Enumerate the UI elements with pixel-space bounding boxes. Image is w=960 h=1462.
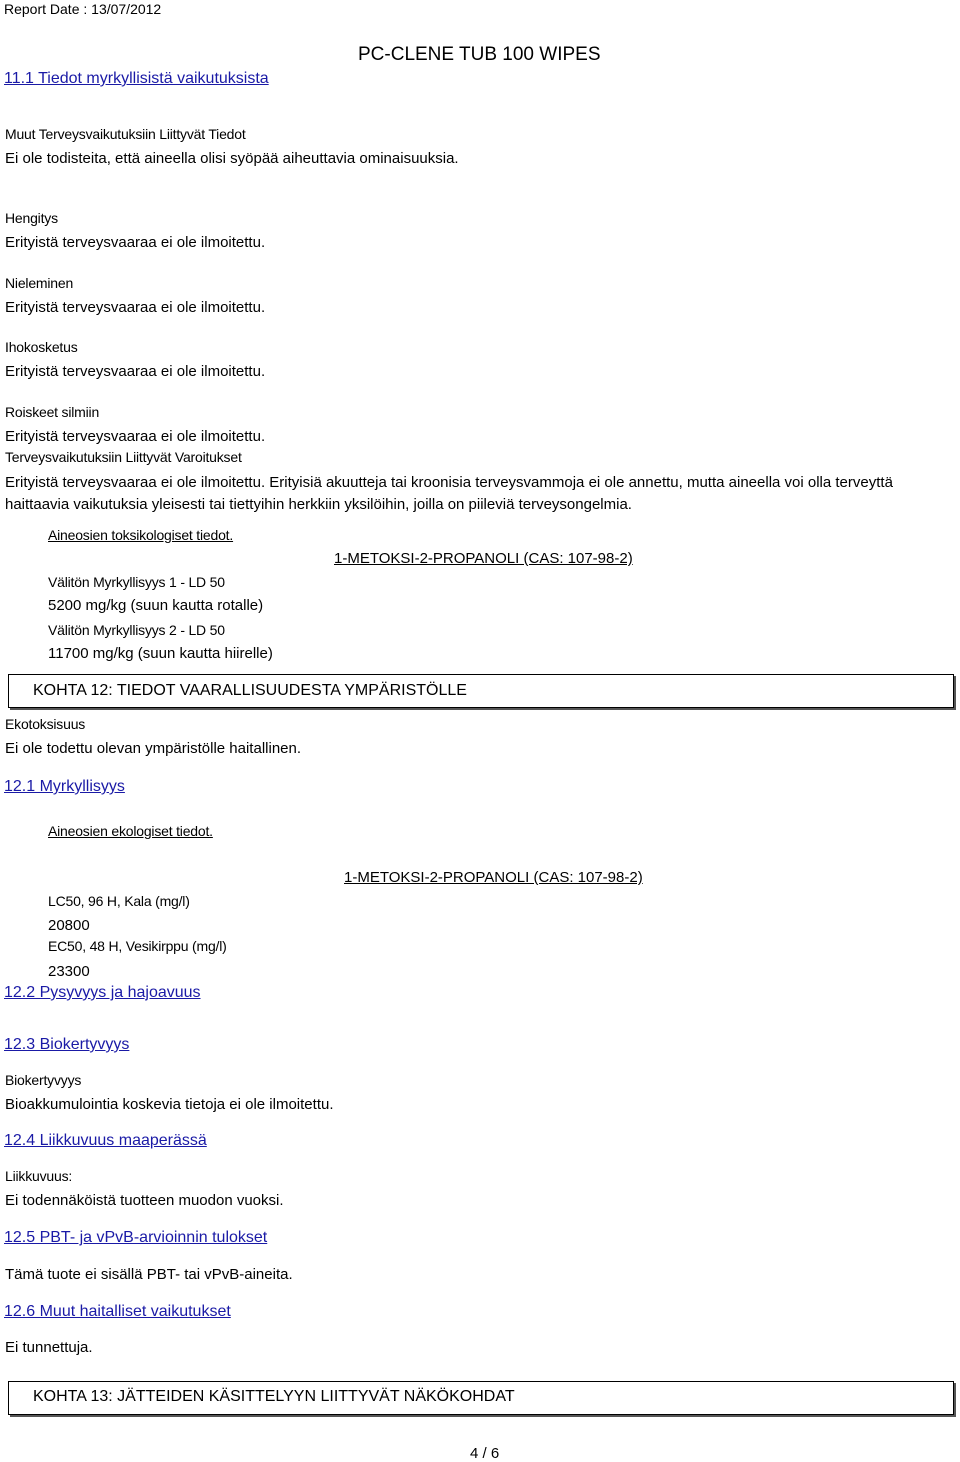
section-12-2-link[interactable]: 12.2 Pysyvyys ja hajoavuus bbox=[4, 984, 201, 1001]
other-health-heading: Muut Terveysvaikutuksiin Liittyvät Tiedot bbox=[5, 126, 246, 142]
eye-contact-heading: Roiskeet silmiin bbox=[5, 404, 100, 420]
bioaccumulation-text: Bioakkumulointia koskevia tietoja ei ole ilmoitettu. bbox=[5, 1096, 334, 1113]
section-13-banner bbox=[8, 1381, 954, 1415]
section-12-4-link[interactable]: 12.4 Liikkuvuus maaperässä bbox=[4, 1132, 207, 1149]
health-warnings-text: Erityistä terveysvaaraa ei ole ilmoitettu. Erityisiä akuutteja tai kroonisia terveysvammoja ei ole annettu, mutta aineella voi olla terveyttä haittaavia vaikutuksia yleisesti tai tiettyihin herkkiin yksilöihin, joilla on piileviä terveysongelmia. bbox=[5, 474, 893, 513]
ecotoxicity-text: Ei ole todettu olevan ympäristölle haitallinen. bbox=[5, 740, 302, 757]
ec50-value: 23300 bbox=[48, 963, 90, 980]
report-date: Report Date : 13/07/2012 bbox=[4, 1, 162, 17]
skin-contact-text: Erityistä terveysvaaraa ei ole ilmoitettu. bbox=[5, 363, 266, 380]
ingestion-heading: Nieleminen bbox=[5, 275, 74, 291]
eye-contact-text: Erityistä terveysvaaraa ei ole ilmoitettu. bbox=[5, 428, 266, 445]
skin-contact-heading: Ihokosketus bbox=[5, 339, 78, 355]
section-11-1-link[interactable]: 11.1 Tiedot myrkyllisistä vaikutuksista bbox=[4, 70, 269, 87]
section-13-title: KOHTA 13: JÄTTEIDEN KÄSITTELYYN LIITTYVÄT NÄKÖKOHDAT bbox=[33, 1388, 515, 1405]
product-title: PC-CLENE TUB 100 WIPES bbox=[358, 44, 601, 65]
lc50-value: 20800 bbox=[48, 917, 90, 934]
section-12-3-link[interactable]: 12.3 Biokertyvyys bbox=[4, 1036, 130, 1053]
lc50-label: LC50, 96 H, Kala (mg/l) bbox=[48, 893, 190, 909]
inhalation-heading: Hengitys bbox=[5, 210, 58, 226]
tox-2-label: Välitön Myrkyllisyys 2 - LD 50 bbox=[48, 622, 225, 638]
tox-1-value: 5200 mg/kg (suun kautta rotalle) bbox=[48, 597, 264, 614]
tox-2-value: 11700 mg/kg (suun kautta hiirelle) bbox=[48, 645, 273, 662]
other-effects-text: Ei tunnettuja. bbox=[5, 1339, 93, 1356]
tox-1-label: Välitön Myrkyllisyys 1 - LD 50 bbox=[48, 574, 225, 590]
section-12-banner bbox=[8, 674, 954, 708]
health-warnings-heading: Terveysvaikutuksiin Liittyvät Varoitukset bbox=[5, 449, 242, 465]
eco-substance-name: 1-METOKSI-2-PROPANOLI (CAS: 107-98-2) bbox=[344, 869, 643, 886]
section-12-6-link[interactable]: 12.6 Muut haitalliset vaikutukset bbox=[4, 1303, 231, 1320]
section-12-title: KOHTA 12: TIEDOT VAARALLISUUDESTA YMPÄRISTÖLLE bbox=[33, 682, 467, 699]
tox-substance-name: 1-METOKSI-2-PROPANOLI (CAS: 107-98-2) bbox=[334, 550, 633, 567]
inhalation-text: Erityistä terveysvaaraa ei ole ilmoitettu. bbox=[5, 234, 266, 251]
ingestion-text: Erityistä terveysvaaraa ei ole ilmoitettu. bbox=[5, 299, 266, 316]
other-health-text: Ei ole todisteita, että aineella olisi syöpää aiheuttavia ominaisuuksia. bbox=[5, 150, 459, 167]
bioaccumulation-heading: Biokertyvyys bbox=[5, 1072, 82, 1088]
page-number: 4 / 6 bbox=[470, 1445, 500, 1462]
mobility-text: Ei todennäköistä tuotteen muodon vuoksi. bbox=[5, 1192, 284, 1209]
mobility-heading: Liikkuvuus: bbox=[5, 1168, 73, 1184]
ecotoxicity-heading: Ekotoksisuus bbox=[5, 716, 86, 732]
section-12-5-link[interactable]: 12.5 PBT- ja vPvB-arvioinnin tulokset bbox=[4, 1229, 268, 1246]
pbt-text: Tämä tuote ei sisällä PBT- tai vPvB-aineita. bbox=[5, 1266, 293, 1283]
ec50-label: EC50, 48 H, Vesikirppu (mg/l) bbox=[48, 938, 227, 954]
eco-data-heading: Aineosien ekologiset tiedot. bbox=[48, 823, 213, 839]
tox-data-heading: Aineosien toksikologiset tiedot. bbox=[48, 527, 234, 543]
section-12-1-link[interactable]: 12.1 Myrkyllisyys bbox=[4, 778, 125, 795]
